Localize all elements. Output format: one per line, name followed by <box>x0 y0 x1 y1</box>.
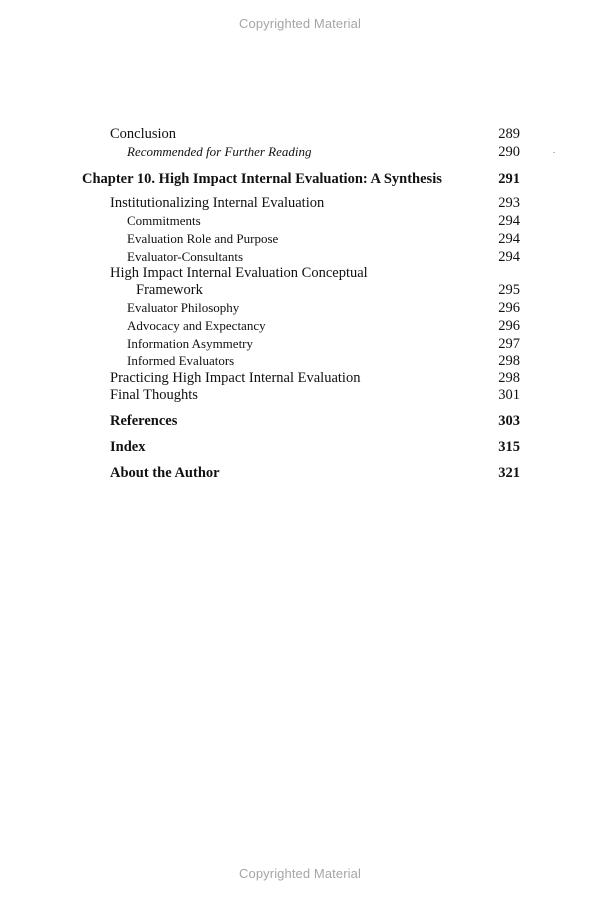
toc-entry-index[interactable] <box>0 438 600 456</box>
toc-entry-final-thoughts[interactable] <box>0 386 600 404</box>
toc-page-number: 315 <box>498 439 520 455</box>
copyright-watermark-bottom: Copyrighted Material <box>239 866 361 881</box>
toc-page-number: 294 <box>498 213 520 229</box>
toc-page-number: 303 <box>498 413 520 429</box>
toc-entry-about-author[interactable] <box>0 464 600 482</box>
toc-entry-further-reading[interactable] <box>0 143 600 161</box>
toc-entry-conclusion[interactable] <box>0 125 600 143</box>
toc-page-number: 321 <box>498 465 520 481</box>
toc-page-number: 291 <box>498 171 520 187</box>
toc-page-number: 294 <box>498 231 520 247</box>
toc-label: About the Author <box>110 465 220 481</box>
toc-label: Institutionalizing Internal Evaluation <box>110 195 325 211</box>
toc-page-number: 298 <box>498 353 520 369</box>
toc-entry-information-asymmetry[interactable] <box>0 335 600 353</box>
toc-label: Chapter 10. High Impact Internal Evaluation: A Synthesis <box>82 171 442 187</box>
toc-label: Evaluation Role and Purpose <box>127 231 279 246</box>
copyright-watermark-top: Copyrighted Material <box>239 16 361 31</box>
toc-page-number: 301 <box>498 387 520 403</box>
toc-entry-practicing[interactable] <box>0 369 600 387</box>
toc-entry-references[interactable] <box>0 412 600 430</box>
toc-entry-institutionalizing[interactable] <box>0 194 600 212</box>
toc-entry-framework[interactable] <box>0 281 600 299</box>
toc-page-number: 290 <box>498 144 520 160</box>
toc-label: Recommended for Further Reading <box>127 144 312 159</box>
toc-entry-commitments[interactable] <box>0 212 600 230</box>
toc-page-number: 296 <box>498 300 520 316</box>
toc-entry-advocacy-expectancy[interactable] <box>0 317 600 335</box>
toc-entry-informed-evaluators[interactable] <box>0 352 600 370</box>
toc-label: Advocacy and Expectancy <box>127 318 266 333</box>
toc-label: Final Thoughts <box>110 387 198 403</box>
toc-page-number: 297 <box>498 336 520 352</box>
toc-entry-evaluator-philosophy[interactable] <box>0 299 600 317</box>
toc-page-number: 298 <box>498 370 520 386</box>
toc-entry-chapter-10[interactable] <box>0 170 600 188</box>
toc-label: Conclusion <box>110 126 177 142</box>
scan-speck <box>553 152 555 153</box>
toc-page-number: 289 <box>498 126 520 142</box>
toc-label: High Impact Internal Evaluation Conceptual <box>110 265 368 281</box>
toc-entry-framework-line1[interactable] <box>0 264 600 282</box>
toc-page-number: 295 <box>498 282 520 298</box>
toc-label: Evaluator-Consultants <box>127 249 243 264</box>
toc-page-number: 296 <box>498 318 520 334</box>
toc-label: References <box>110 413 178 429</box>
toc-label: Practicing High Impact Internal Evaluation <box>110 370 361 386</box>
toc-label: Index <box>110 439 146 455</box>
toc-label: Framework <box>136 282 203 298</box>
toc-label: Information Asymmetry <box>127 336 254 351</box>
toc-page-number: 293 <box>498 195 520 211</box>
toc-label: Commitments <box>127 213 201 228</box>
toc-label: Evaluator Philosophy <box>127 300 240 315</box>
toc-label: Informed Evaluators <box>127 353 235 368</box>
toc-entry-role-purpose[interactable] <box>0 230 600 248</box>
toc-page-number: 294 <box>498 249 520 265</box>
